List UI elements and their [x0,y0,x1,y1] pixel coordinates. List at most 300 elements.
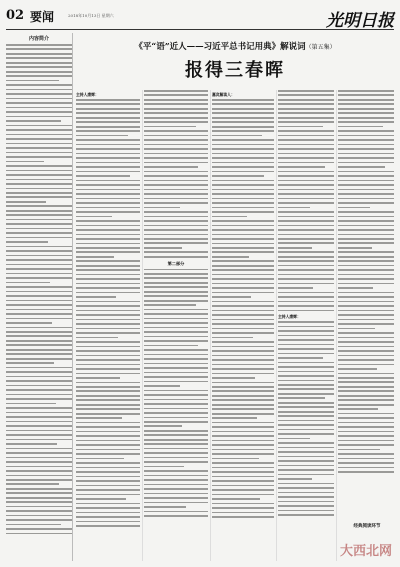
text-line [338,144,394,146]
text-line [144,282,208,284]
text-line [338,103,394,105]
text-line [212,220,274,222]
text-line [278,393,334,395]
text-line [76,148,140,150]
text-line [144,189,208,191]
text-line [212,292,274,294]
text-line [212,359,274,361]
text-line [76,503,140,505]
text-line [6,344,72,346]
text-line [76,139,140,141]
text-line [338,359,394,361]
text-line [6,533,72,535]
text-line [278,269,334,271]
text-line [338,184,394,186]
text-line [144,488,208,490]
text-line [76,260,140,262]
text-line [278,402,334,404]
text-line [338,225,394,227]
text-line [144,304,196,306]
text-line [144,126,196,128]
text-line [212,440,274,442]
text-line [338,467,394,469]
text-line [278,465,334,467]
text-line [212,301,274,303]
text-line [338,157,394,159]
text-line [144,408,208,410]
text-line [212,399,274,401]
text-line [212,323,274,325]
text-line [338,283,394,285]
article-column-5 [338,90,394,561]
text-line [278,135,334,137]
article-main-title: 报得三春晖 [185,60,285,81]
text-line [76,364,140,366]
text-line [6,483,59,485]
text-line [212,395,274,397]
text-line [76,121,140,123]
text-line [6,75,72,77]
text-line [212,193,274,195]
text-line [338,323,394,325]
text-line [6,461,72,463]
text-line [76,346,140,348]
text-line [6,143,72,145]
text-line [338,305,394,307]
text-line [76,408,140,410]
text-line [76,399,140,401]
text-line [76,458,124,460]
article-column-2 [144,90,208,561]
text-line [6,340,72,342]
text-line [278,380,334,382]
masthead-logo: 光明日报 [326,11,394,31]
text-line [212,467,274,469]
text-line [6,232,72,234]
text-line [6,291,72,293]
text-line [278,99,334,101]
text-line [338,341,394,343]
text-line [76,337,118,339]
text-line [212,373,274,375]
text-line [6,407,72,409]
text-line [338,404,394,406]
text-line [144,247,182,249]
text-line [278,406,334,408]
text-line [212,229,274,231]
text-line [278,514,334,516]
text-line [212,247,274,249]
text-line [76,382,140,384]
text-line [144,417,208,419]
text-line [338,422,394,424]
text-line [6,286,72,288]
text-line [76,453,140,455]
text-line [278,202,334,204]
text-line [144,403,208,405]
text-line [338,247,372,249]
text-line [278,90,334,92]
text-line [338,319,394,321]
text-line [212,417,257,419]
text-line [6,62,72,64]
text-line [144,180,208,182]
text-line [76,207,140,209]
text-line [6,335,72,337]
text-line [212,512,274,514]
text-line [144,313,208,315]
text-line [278,326,334,328]
text-line [144,207,180,209]
column-divider [210,90,211,561]
text-line [278,283,334,285]
text-line [144,336,208,338]
text-line [6,519,72,521]
text-line [278,287,313,289]
text-line [338,148,394,150]
text-line [76,449,140,451]
text-line [338,278,394,280]
text-line [338,301,394,303]
text-line [144,372,208,374]
text-line [6,66,72,68]
text-line [278,180,334,182]
column-body-text [144,90,208,258]
text-line [278,296,334,298]
text-line [76,480,140,482]
text-line [212,498,260,500]
text-line [212,283,274,285]
text-line [278,447,334,449]
text-line [6,179,72,181]
text-line [144,148,208,150]
text-line [278,424,334,426]
text-line [6,403,56,405]
text-line [212,494,274,496]
text-line [6,376,72,378]
text-line [338,269,394,271]
text-line [6,371,72,373]
text-line [338,117,394,119]
text-line [278,247,312,249]
text-line [338,90,394,92]
text-line [212,453,274,455]
section-name: 要闻 [30,10,55,24]
text-line [144,461,208,463]
text-line [212,243,274,245]
text-line [6,421,72,423]
text-line [278,198,334,200]
text-line [144,295,208,297]
text-line [144,457,208,459]
text-line [278,265,334,267]
text-line [212,507,274,509]
text-line [76,251,140,253]
text-line [6,434,72,436]
text-line [6,170,72,172]
text-line [6,214,72,216]
text-line [278,353,334,355]
text-line [76,247,140,249]
sidebar-title: 内容简介 [28,36,49,42]
text-line [6,93,72,95]
text-line [76,350,140,352]
text-line [76,283,140,285]
text-line [144,502,208,504]
text-line [76,355,140,357]
text-line [212,462,274,464]
text-line [212,413,274,415]
text-line [144,309,208,311]
text-line [338,435,394,437]
text-line [144,448,208,450]
text-line [76,413,140,415]
section-subhead: 第二部分 [167,260,185,266]
text-line [76,265,140,267]
text-line [338,458,394,460]
text-line [278,274,334,276]
text-line [144,479,208,481]
text-line [144,399,208,401]
text-line [338,180,394,182]
page-header [6,6,394,31]
text-line [6,524,61,526]
text-line [144,157,208,159]
text-line [338,171,394,173]
text-line [338,337,394,339]
text-line [278,193,334,195]
text-line [76,314,140,316]
text-line [212,238,274,240]
text-line [6,367,72,369]
text-line [338,431,394,433]
text-line [76,225,140,227]
text-line [6,116,72,118]
text-line [144,162,208,164]
text-line [6,111,72,113]
text-line [6,466,72,468]
text-line [76,193,140,195]
text-line [76,426,140,428]
text-line [278,335,334,337]
text-line [278,339,334,341]
text-line [338,202,394,204]
text-line [278,478,312,480]
text-line [76,386,140,388]
text-line [144,286,208,288]
text-line [144,277,208,279]
text-line [144,229,208,231]
text-line [6,322,52,324]
text-line [6,125,72,127]
text-line [338,234,394,236]
text-line [338,377,394,379]
text-line [6,188,72,190]
text-line [338,220,394,222]
text-line [144,497,208,499]
text-line [278,451,334,453]
text-line [6,470,72,472]
text-line [278,460,334,462]
text-line [6,362,54,364]
text-line [212,377,255,379]
text-line [278,310,334,312]
text-line [338,368,377,370]
text-line [278,344,334,346]
text-line [76,395,140,397]
text-line [212,435,274,437]
text-line [338,242,394,244]
speaker-label: 主持人康辉： [278,314,301,320]
text-line [144,99,208,101]
issue-meta: 2018年10月13日 星期六 [68,13,114,18]
text-line [278,371,334,373]
text-line [76,216,112,218]
text-line [6,84,72,86]
text-line [144,144,208,146]
text-line [76,373,140,375]
text-line [76,278,140,280]
text-line [338,99,394,101]
text-line [338,166,385,168]
speaker-label: 嘉宾解读人： [212,92,235,97]
text-line [76,99,140,101]
text-line [278,126,323,128]
text-line [212,422,274,424]
text-line [6,57,72,59]
text-line [6,277,72,279]
text-line [212,112,274,114]
text-line [144,108,208,110]
text-line [212,332,274,334]
text-line [278,117,334,119]
text-line [278,184,334,186]
text-line [338,332,394,334]
text-line [6,210,72,212]
text-line [212,103,274,105]
text-line [278,366,334,368]
text-line [278,442,334,444]
text-line [144,511,208,513]
text-line [6,138,72,140]
text-line [6,430,72,432]
text-line [6,506,72,508]
text-line [144,202,208,204]
column-divider [142,90,143,561]
text-line [212,202,274,204]
text-line [144,345,198,347]
text-line [278,166,325,168]
column-body-text [278,321,334,515]
text-line [338,449,380,451]
text-line [278,94,334,96]
text-line [338,130,394,132]
text-line [144,425,182,427]
text-line [76,368,140,370]
text-line [278,251,334,253]
text-line [76,256,114,258]
text-line [338,216,394,218]
text-line [144,184,208,186]
text-line [144,421,208,423]
text-line [76,516,140,518]
text-line [338,292,394,294]
text-line [144,193,208,195]
text-line [144,130,208,132]
text-line [6,479,72,481]
text-line [278,411,334,413]
text-line [278,321,334,323]
text-line [76,202,140,204]
text-line [144,300,208,302]
text-line [212,117,274,119]
text-line [212,166,274,168]
text-line [144,121,208,123]
header-rule [6,29,394,30]
article-title-block [76,34,394,86]
text-line [76,269,140,271]
text-line [212,431,274,433]
text-line [144,153,208,155]
text-line [212,296,251,298]
text-line [6,515,72,517]
text-line [212,319,274,321]
text-line [144,273,208,275]
column-body-text [278,90,334,311]
text-line [76,220,140,222]
text-line [144,175,208,177]
text-line [144,166,198,168]
text-line [212,211,274,213]
text-line [76,162,140,164]
text-line [6,165,72,167]
text-line [76,292,140,294]
text-line [338,453,394,455]
text-line [338,198,394,200]
text-line [6,300,72,302]
text-line [144,256,208,258]
text-line [76,507,140,509]
text-line [76,485,140,487]
sidebar-body-text [6,44,72,534]
text-line [278,375,334,377]
text-line [76,521,140,523]
text-line [144,251,208,253]
text-line [338,229,394,231]
text-line [278,433,334,435]
text-line [144,238,208,240]
text-line [278,292,334,294]
column-divider [336,90,337,561]
text-line [338,94,394,96]
text-line [6,161,44,163]
text-line [6,196,72,198]
text-line [76,180,140,182]
text-line [278,121,334,123]
text-line [76,166,140,168]
text-line [212,265,274,267]
text-line [338,328,375,330]
text-line [6,385,72,387]
text-line [6,156,72,158]
text-line [338,417,394,419]
text-line [144,211,208,213]
text-line [212,449,274,451]
text-line [338,364,394,366]
text-line [76,494,140,496]
text-line [212,234,274,236]
text-line [338,238,394,240]
